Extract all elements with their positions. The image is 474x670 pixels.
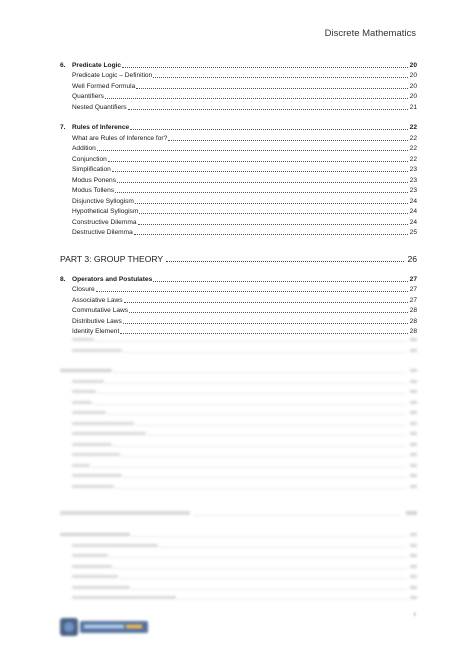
- toc-title: Commutative Laws: [72, 307, 129, 315]
- publisher-logo: [60, 616, 150, 638]
- toc-page: 23: [409, 187, 417, 195]
- toc-title: Nested Quantifiers: [72, 103, 127, 111]
- part-title: PART 3: GROUP THEORY: [60, 254, 164, 264]
- toc-page: 20: [409, 93, 417, 101]
- toc-page: 27: [409, 286, 417, 294]
- toc-page: 23: [409, 176, 417, 184]
- toc-title: Associative Laws: [72, 296, 123, 304]
- toc-page: 20: [409, 82, 417, 90]
- toc-page: 20: [409, 61, 417, 69]
- toc-title: Modus Tollens: [72, 187, 115, 195]
- toc-title: Distributive Laws: [72, 317, 122, 325]
- toc-page: 20: [409, 72, 417, 80]
- toc-number: 8.: [60, 275, 66, 283]
- toc-page: 28: [409, 328, 417, 336]
- toc-title: Constructive Dilemma: [72, 218, 137, 226]
- toc-title: Disjunctive Syllogism: [72, 197, 134, 205]
- toc-title: Closure: [72, 286, 95, 294]
- toc-page: 22: [409, 145, 417, 153]
- toc-page: 27: [409, 296, 417, 304]
- toc-title: What are Rules of Inference for?: [72, 134, 168, 142]
- toc-title: Hypothetical Syllogism: [72, 208, 139, 216]
- toc-number: 7.: [60, 123, 66, 131]
- toc-page: 25: [409, 229, 417, 237]
- part-page: 26: [407, 254, 417, 264]
- toc-title: Addition: [72, 145, 96, 153]
- toc-title: Predicate Logic: [72, 61, 122, 69]
- toc-title: Destructive Dilemma: [72, 229, 133, 237]
- toc-title: Identity Element: [72, 328, 120, 336]
- toc-title: Predicate Logic – Definition: [72, 72, 153, 80]
- toc-title: Well Formed Formula: [72, 82, 136, 90]
- toc-page: 28: [409, 307, 417, 315]
- toc-page: 28: [409, 317, 417, 325]
- page-number-blurred: ii: [413, 612, 416, 618]
- toc-page: 22: [409, 123, 417, 131]
- toc-page: 22: [409, 155, 417, 163]
- toc-number: 6.: [60, 61, 66, 69]
- toc-page: 24: [409, 208, 417, 216]
- toc-title: Conjunction: [72, 155, 107, 163]
- toc-title: Modus Ponens: [72, 176, 116, 184]
- toc-title: Quantifiers: [72, 93, 104, 101]
- toc-page: 27: [409, 275, 417, 283]
- toc-title: Operators and Postulates: [72, 275, 153, 283]
- toc-page: 21: [409, 103, 417, 111]
- toc-page: 24: [409, 218, 417, 226]
- running-header: Discrete Mathematics: [324, 28, 416, 39]
- toc-page: 22: [409, 134, 417, 142]
- toc-title: Simplification: [72, 166, 111, 174]
- toc-page: 24: [409, 197, 417, 205]
- toc-title: Rules of Inference: [72, 123, 130, 131]
- toc-page: 23: [409, 166, 417, 174]
